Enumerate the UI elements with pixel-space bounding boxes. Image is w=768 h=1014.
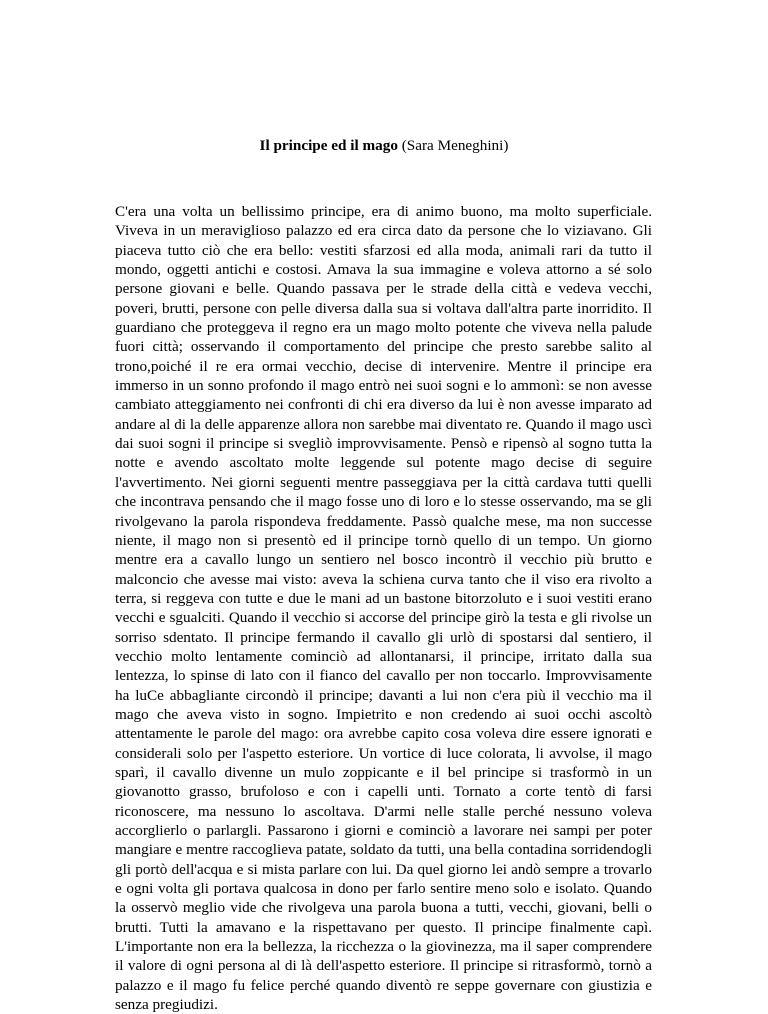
author-name: (Sara Meneghini) bbox=[401, 137, 509, 154]
page-title: Il principe ed il mago bbox=[259, 137, 398, 154]
story-body: C'era una volta un bellissimo principe, era di animo buono, ma molto superficiale. Viveva in un meraviglioso palazzo ed era circa dato da persone che lo viziavano. Gli piaceva tutto ciò che era bello: vestiti sfarzosi ed alla moda, animali rari da tutto il mondo, oggetti antichi e costosi. Amava la sua immagine e voleva attorno a sé solo persone giovani e belle. Quando passava per le strade della città e vedeva vecchi, poveri, brutti, persone con pelle diversa dalla sua si voltava dall'altra parte inorridito. Il guardiano che proteggeva il regno era un mago molto potente che viveva nella palude fuori città; osservando il comportamento del principe che presto sarebbe salito al trono,poiché il re era ormai vecchio, decise di intervenire. Mentre il principe era immerso in un sonno profondo il mago entrò nei suoi sogni e lo ammonì: se non avesse cambiato atteggiamento nei confronti di chi era diverso da lui è non avesse imparato ad andare al di la delle apparenze allora non sarebbe mai diventato re. Quando il mago uscì dai suoi sogni il principe si svegliò improvvisamente. Pensò e ripensò al sogno tutta la notte e avendo ascoltato molte leggende sul potente mago decise di seguire l'avvertimento. Nei giorni seguenti mentre passeggiava per la città cardava tutti quelli che incontrava pensando che il mago fosse uno di loro e lo stesse osservando, ma se gli rivolgevano la parola rispondeva freddamente. Passò qualche mese, ma non successe niente, il mago non si presentò ed il principe tornò quello di un tempo. Un giorno mentre era a cavallo lungo un sentiero nel bosco incontrò il vecchio più brutto e malconcio che avesse mai visto: aveva la schiena curva tanto che il viso era rivolto a terra, si reggeva con tutte e due le mani ad un bastone bitorzoluto e i suoi vestiti erano vecchi e sgualciti. Quando il vecchio si accorse del principe girò la testa e gli rivolse un sorriso sdentato. Il principe fermando il cavallo gli urlò di spostarsi dal sentiero, il vecchio molto lentamente cominciò ad allontanarsi, il principe, irritato dalla sua lentezza, lo spinse di lato con il fianco del cavallo per non toccarlo. Improvvisamente ha luCe abbagliante circondò il principe; davanti a lui non c'era più il vecchio ma il mago che aveva visto in sogno. Impietrito e non credendo ai suoi occhi ascoltò attentamente le parole del mago: ora avrebbe capito cosa voleva dire essere ignorati e considerali solo per l'aspetto esteriore. Un vortice di luce colorata, li avvolse, il mago sparì, il cavallo divenne un mulo zoppicante e il bel principe si trasformò in un giovanotto grasso, brufoloso e con i capelli unti. Tornato a corte tentò di farsi riconoscere, ma nessuno lo ascoltava. D'armi nelle stalle perché nessuno voleva accorglierlo o parlargli. Passarono i giorni e cominciò a lavorare nei sampi per poter mangiare e mentre raccoglieva patate, soldato da tutti, una bella contadina sorridendogli gli portò dell'acqua e si mista parlare con lui. Da quel giorno lei andò sempre a trovarlo e ogni volta gli portava qualcosa in dono per farlo sentire meno solo e isolato. Quando la osservò meglio vide che rivolgeva una parola buona a tutti, vecchi, giovani, belli o brutti. Tutti la amavano e la rispettavano per questo. Il principe finalmente capì. L'importante non era la bellezza, la ricchezza o la giovinezza, ma il saper comprendere il valore di ogni persona al di là dell'aspetto esteriore. Il principe si ritrasformò, tornò a palazzo e il mago fu felice perché quando diventò re seppe governare con giustizia e senza pregiudizi. bbox=[115, 203, 652, 1014]
title-line bbox=[0, 137, 768, 155]
